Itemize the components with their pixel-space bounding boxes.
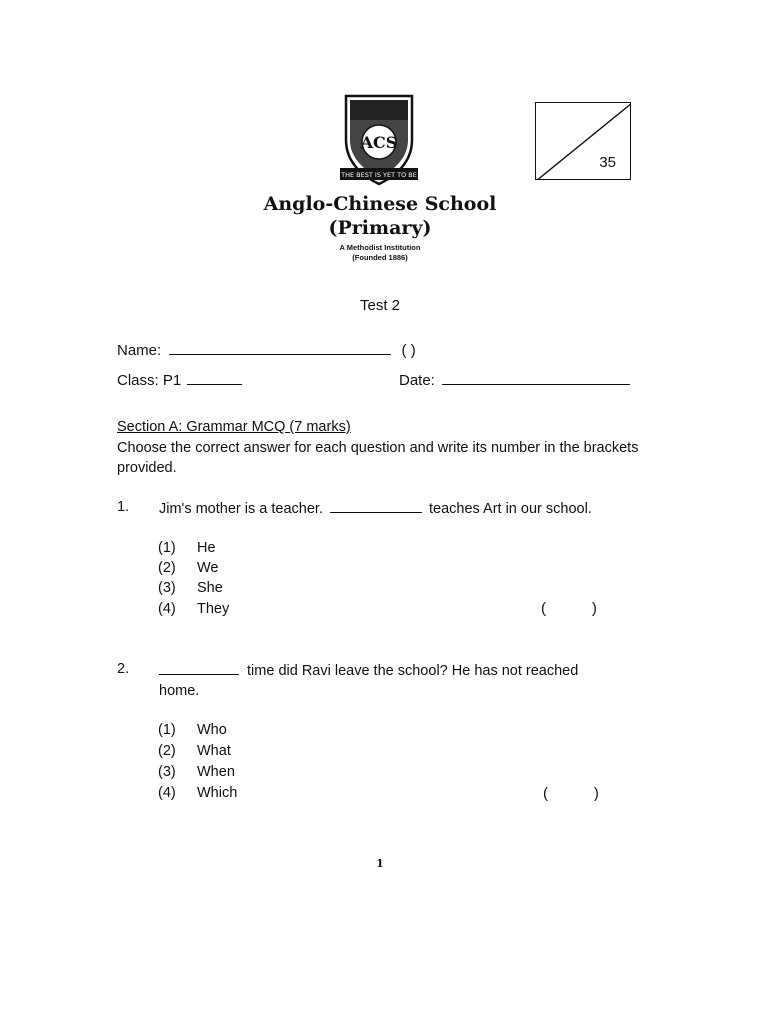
question-1-option-4 (158, 601, 230, 617)
option-text: She (197, 580, 223, 596)
date-field (399, 370, 630, 389)
section-title: Section A: Grammar MCQ (7 marks) (117, 419, 351, 435)
class-label: Class: P1 (117, 372, 182, 389)
option-number: (1) (158, 540, 176, 556)
date-blank[interactable] (442, 370, 630, 385)
question-1-option-1 (158, 540, 216, 556)
name-field (117, 340, 416, 359)
option-text: Who (197, 722, 227, 738)
question-2-text: time did Ravi leave the school? He has not reached (247, 663, 579, 679)
option-text: Which (197, 785, 238, 801)
question-1-number: 1. (117, 499, 130, 515)
page-number: 1 (376, 857, 384, 870)
option-text: We (197, 560, 219, 576)
option-text: When (197, 764, 235, 780)
score-total: 35 (599, 154, 616, 171)
class-field (117, 370, 242, 389)
option-number: (2) (158, 560, 176, 576)
question-2-option-2 (158, 743, 231, 759)
option-text: What (197, 743, 231, 759)
option-number: (3) (158, 580, 176, 596)
crest-motto: THE BEST IS YET TO BE (341, 171, 417, 179)
section-instructions: Choose the correct answer for each question and write its number in the brackets provided. (117, 440, 639, 476)
option-number: (3) (158, 764, 176, 780)
question-1-option-2 (158, 560, 219, 576)
index-bracket: ( ) (401, 342, 416, 359)
option-number: (1) (158, 722, 176, 738)
option-number: (4) (158, 601, 176, 617)
question-1-text-before: Jim's mother is a teacher. (159, 501, 323, 517)
school-name (250, 192, 510, 240)
question-2-text-line1 (159, 660, 578, 682)
question-2-option-1 (158, 722, 227, 738)
school-crest (340, 92, 418, 190)
question-2-text-line2: home. (159, 683, 200, 699)
option-text: He (197, 540, 216, 556)
question-1-option-3 (158, 580, 223, 596)
option-text: They (197, 601, 230, 617)
question-2-number: 2. (117, 661, 130, 677)
school-subtitle (300, 243, 460, 263)
date-label: Date: (399, 372, 435, 389)
name-label: Name: (117, 342, 162, 359)
institution-text: A Methodist Institution (339, 243, 421, 252)
option-number: (4) (158, 785, 176, 801)
class-blank[interactable] (187, 370, 242, 385)
question-2-blank (159, 660, 239, 675)
question-2-option-4 (158, 785, 238, 801)
question-1-text (159, 498, 592, 520)
crest-letters: ACS (360, 133, 398, 152)
name-blank[interactable] (169, 340, 391, 355)
school-name-line2: (Primary) (328, 217, 432, 239)
score-box (535, 102, 631, 180)
option-number: (2) (158, 743, 176, 759)
test-title: Test 2 (359, 297, 401, 314)
question-1-answer-bracket[interactable]: ( ) (541, 600, 597, 617)
question-1-text-after: teaches Art in our school. (429, 501, 592, 517)
score-box-diagonal (536, 103, 631, 180)
question-2-answer-bracket[interactable]: ( ) (543, 785, 599, 802)
question-1-blank (330, 498, 422, 513)
founded-text: (Founded 1886) (352, 253, 408, 262)
question-2-option-3 (158, 764, 235, 780)
school-name-line1: Anglo-Chinese School (263, 193, 497, 215)
